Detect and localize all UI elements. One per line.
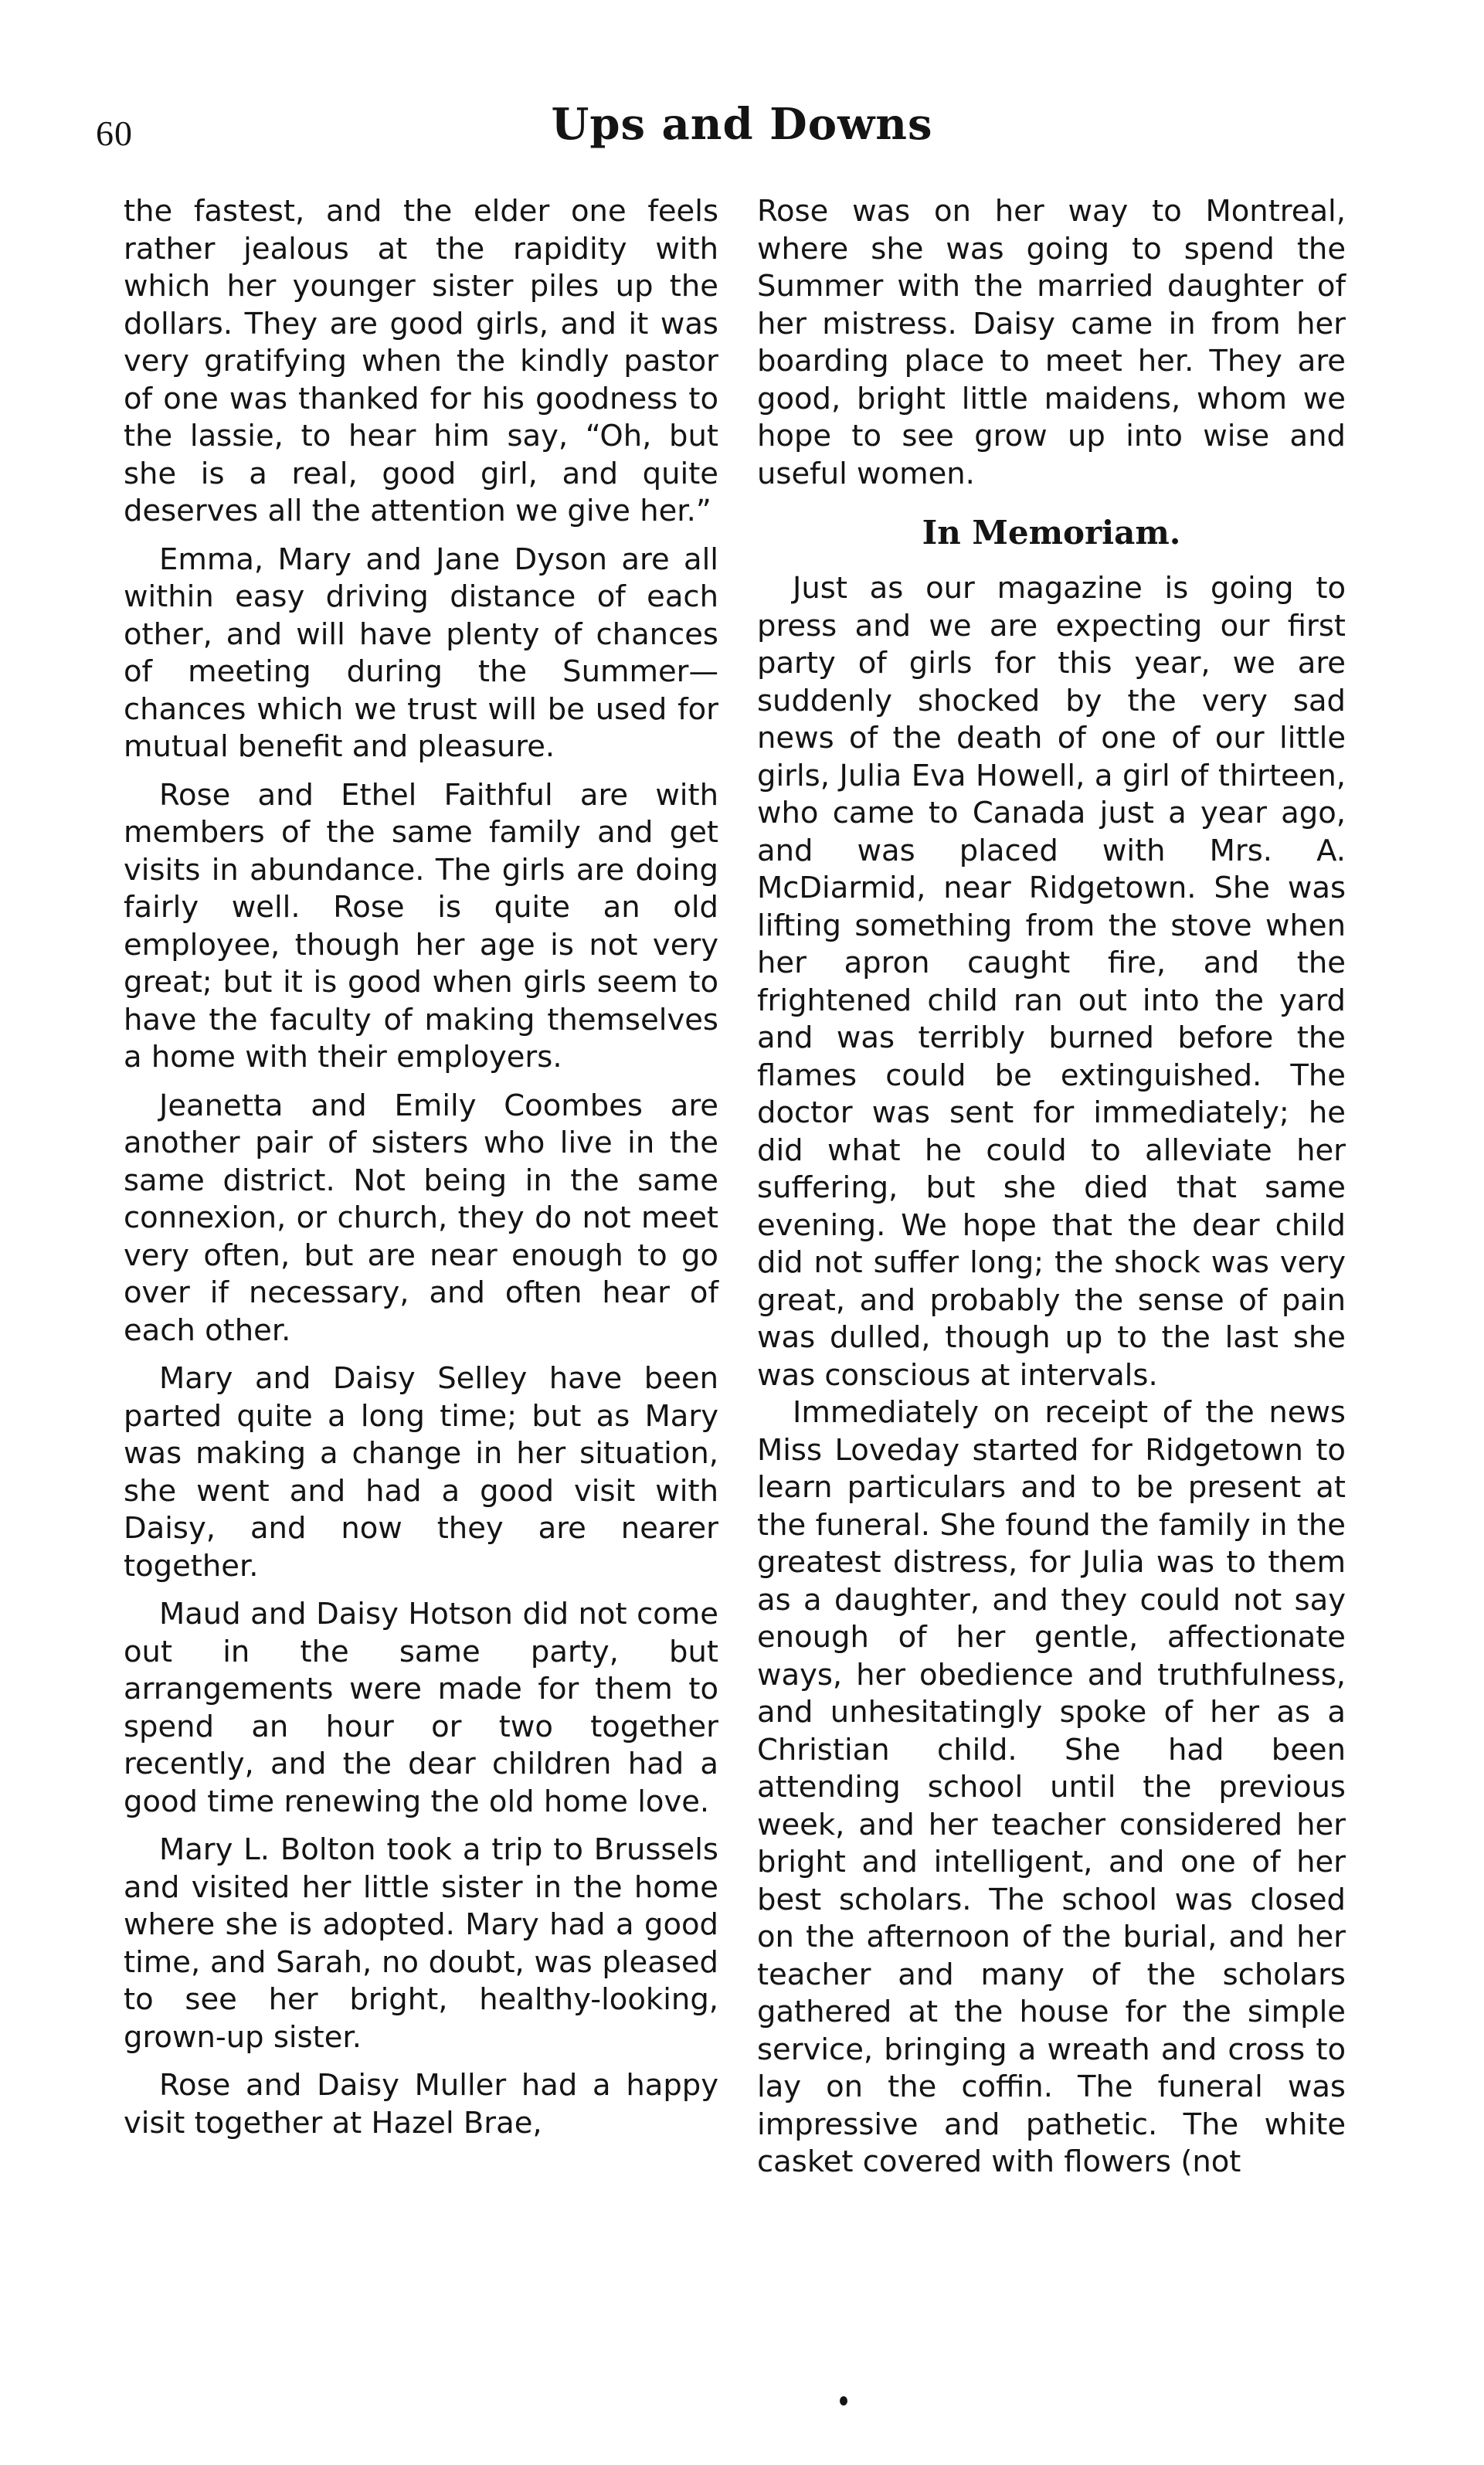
paragraph: Rose was on her way to Montreal, where she was going to spend the Summer with the married daughter of her mistress. Daisy came in from her boarding place to meet her. They are good, bright little maidens, whom we hope to see grow up into wise and useful women. [757, 194, 1346, 491]
left-column [124, 193, 718, 2142]
paragraph: Rose and Ethel Faithful are with members of the same family and get visits in abundance. The girls are doing fairly well. Rose is quite an old employee, though her age is not very great; but it is good when girls seem to have the faculty of making themselves a home with their employers. [124, 777, 718, 1075]
running-head-title: Ups and Downs [551, 99, 933, 150]
section-heading: In Memoriam. [922, 514, 1181, 552]
paragraph: the fastest, and the elder one feels rather jealous at the rapidity with which her younger sister piles up the dollars. They are good girls, and it was very gratifying when the kindly pastor of one was thanked for his goodness to the lassie, to hear him say, “Oh, but she is a real, good girl, and quite deserves all the attention we give her.” [124, 194, 718, 528]
paragraph: Mary and Daisy Selley have been parted quite a long time; but as Mary was making a change in her situation, she went and had a good visit with Daisy, and now they are nearer together. [124, 1361, 718, 1584]
paragraph: Maud and Daisy Hotson did not come out in the same party, but arrangements were made for them to spend an hour or two together recently, and the dear children had a good time renewing the old home love. [124, 1597, 718, 1819]
page-number: 60 [96, 114, 133, 153]
paragraph: Jeanetta and Emily Coombes are another pair of sisters who live in the same district. Not being in the same connexion, or church, they do not meet very often, but are near enough to go over if necessary, and often hear of each other. [124, 1088, 718, 1348]
paragraph: Immediately on receipt of the news Miss Loveday started for Ridgetown to learn particulars and to be present at the funeral. She found the family in the greatest distress, for Julia was to them as a daughter, and they could not say enough of her gentle, affectionate ways, her obedience and truthfulness, and unhesitatingly spoke of her as a Christian child. She had been attending school until the previous week, and her teacher considered her bright and intelligent, and one of her best scholars. The school was closed on the afternoon of the burial, and her teacher and many of the scholars gathered at the house for the simple service, bringing a wreath and cross to lay on the coffin. The funeral was impressive and pathetic. The white casket covered with flowers (not [757, 1395, 1346, 2179]
paragraph: Rose and Daisy Muller had a happy visit together at Hazel Brae, [124, 2068, 718, 2141]
paragraph: Emma, Mary and Jane Dyson are all within easy driving distance of each other, and will have plenty of chances of meeting during the Summer—chances which we trust will be used for mutual benefit and pleasure. [124, 542, 718, 764]
paragraph: Mary L. Bolton took a trip to Brussels and visited her little sister in the home where she is adopted. Mary had a good time, and Sarah, no doubt, was pleased to see her bright, healthy-looking, grown-up sister. [124, 1832, 718, 2055]
page-header [0, 93, 1484, 162]
paragraph: Just as our magazine is going to press and we are expecting our first party of girls for this year, we are suddenly shocked by the very sad news of the death of one of our little girls, Julia Eva Howell, a girl of thirteen, who came to Canada just a year ago, and was placed with Mrs. A. McDiarmid, near Ridgetown. She was lifting something from the stove when her apron caught fire, and the frightened child ran out into the yard and was terribly burned before the flames could be extinguished. The doctor was sent for immediately; he did what he could to alleviate her suffering, but she died that same evening. We hope that the dear child did not suffer long; the shock was very great, and probably the sense of pain was dulled, though up to the last she was conscious at intervals. [757, 571, 1346, 1393]
footer-dot [840, 2396, 847, 2406]
right-column [757, 193, 1346, 2181]
